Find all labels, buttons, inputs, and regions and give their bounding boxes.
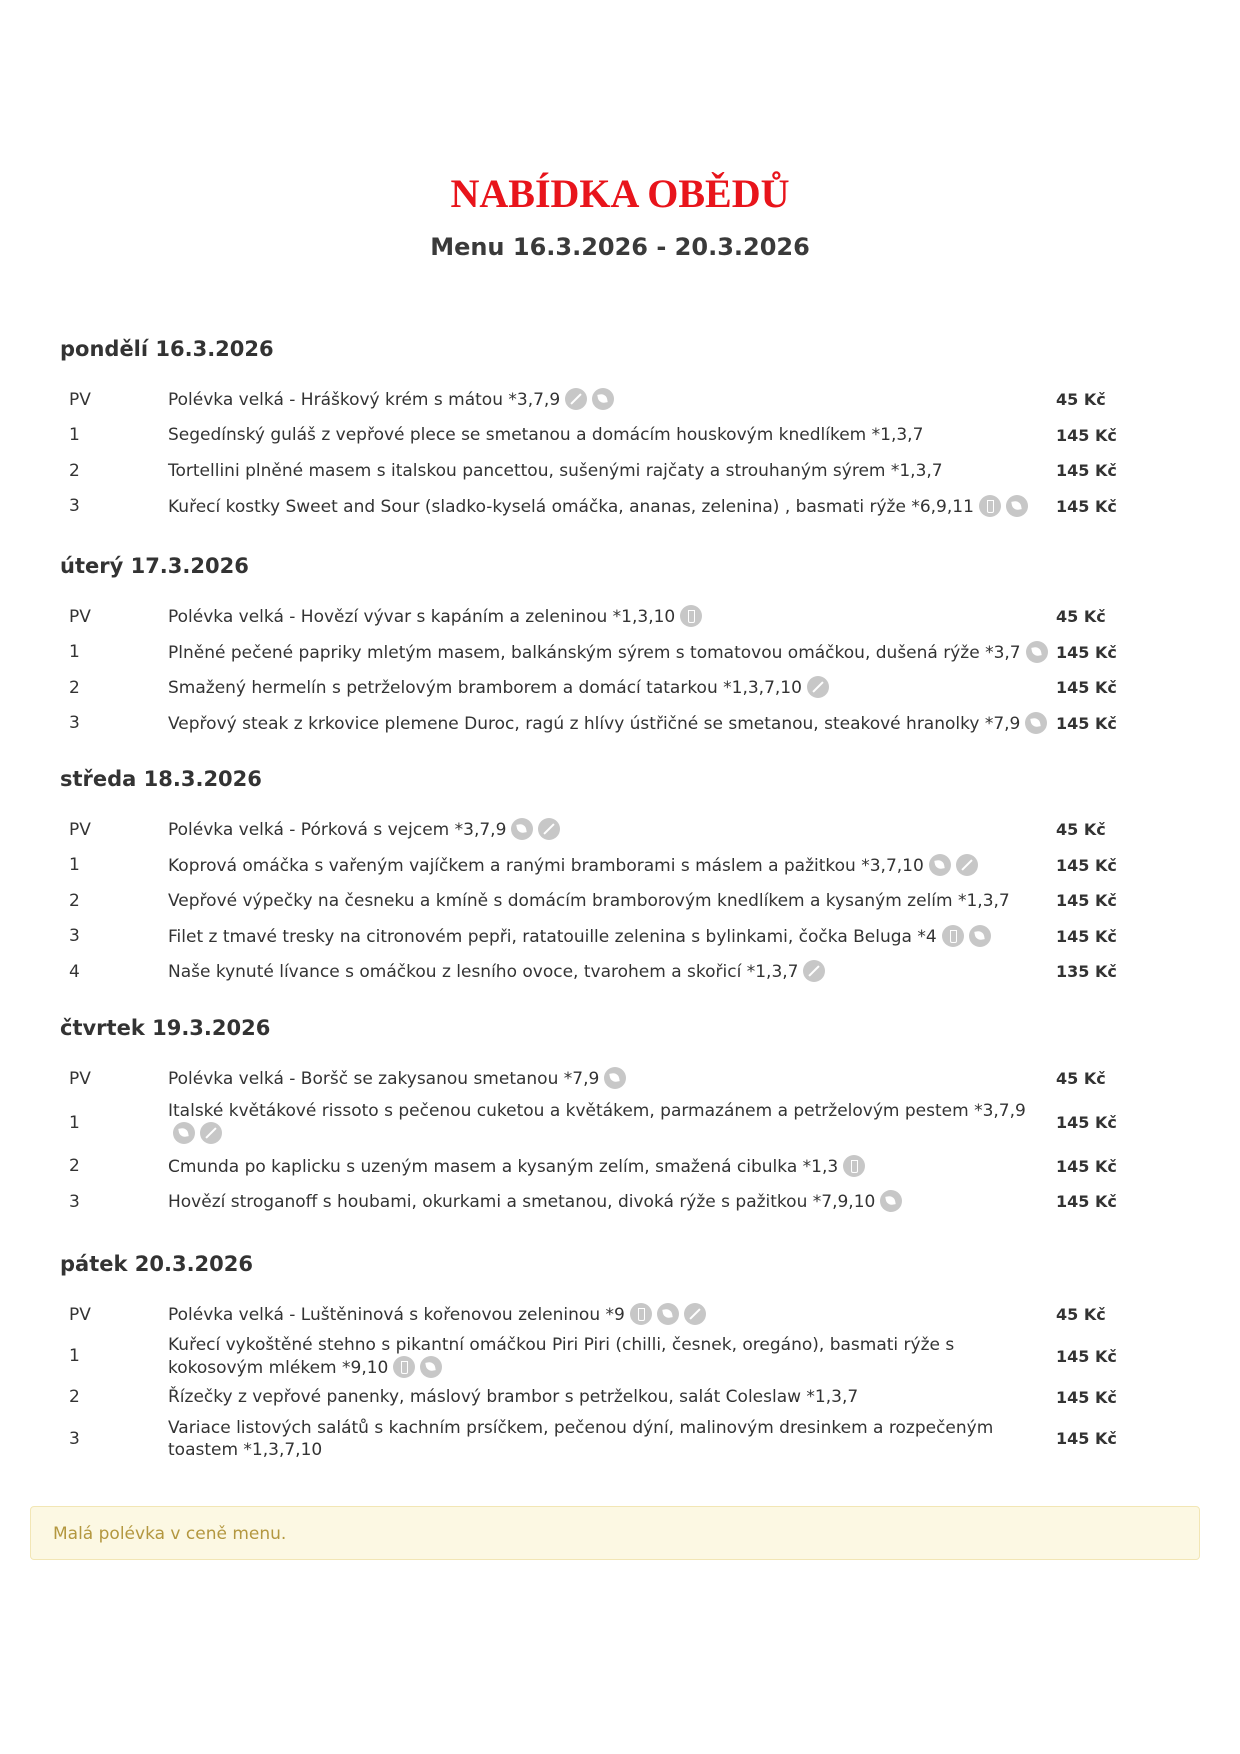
menu-item — [60, 919, 1140, 955]
leaf-icon — [604, 1067, 626, 1089]
item-text: Segedínský guláš z vepřové plece se smetanou a domácím houskovým knedlíkem *1,3,7 — [168, 425, 924, 446]
item-code: 1 — [69, 855, 80, 876]
menu-item — [60, 489, 1140, 525]
item-code: PV — [69, 389, 91, 410]
item-code: PV — [69, 606, 91, 627]
item-price: 145 Kč — [1056, 678, 1117, 698]
item-price: 45 Kč — [1056, 820, 1106, 840]
item-code: 4 — [69, 961, 80, 982]
item-text: Polévka velká - Boršč se zakysanou smetanou *7,9 — [168, 1069, 600, 1090]
item-description — [168, 925, 1048, 948]
item-price: 145 Kč — [1056, 461, 1117, 481]
menu-item — [60, 1184, 1140, 1220]
item-description — [168, 1067, 1048, 1090]
item-text: Polévka velká - Luštěninová s kořenovou zeleninou *9 — [168, 1305, 625, 1326]
item-description — [168, 495, 1048, 518]
item-code: 3 — [69, 926, 80, 947]
item-code: PV — [69, 1304, 91, 1325]
item-code: 2 — [69, 460, 80, 481]
day-section-monday — [60, 334, 1140, 524]
menu-item — [60, 599, 1140, 635]
menu-item — [60, 1061, 1140, 1097]
item-text: Vepřové výpečky na česneku a kmíně s domácím bramborovým knedlíkem a kysaným zelím *1,3,7 — [168, 890, 1010, 911]
item-price: 145 Kč — [1056, 891, 1117, 911]
item-text: Koprová omáčka s vařeným vajíčkem a ranými bramborami s máslem a pažitkou *3,7,10 — [168, 855, 924, 876]
menu-item — [60, 635, 1140, 671]
pen-icon — [807, 676, 829, 698]
item-text: Variace listových salátů s kachním prsíčkem, pečenou dýní, malinovým dresinkem a rozpečeným toastem *1,3,7,10 — [168, 1417, 994, 1460]
note-text: Malá polévka v ceně menu. — [53, 1524, 287, 1544]
item-description — [168, 1334, 1048, 1379]
day-section-tuesday — [60, 551, 1140, 741]
item-code: 2 — [69, 677, 80, 698]
pen-icon — [803, 960, 825, 982]
day-section-thursday — [60, 1013, 1140, 1220]
pen-icon — [956, 854, 978, 876]
leaf-icon — [969, 925, 991, 947]
day-title: čtvrtek 19.3.2026 — [60, 1016, 271, 1040]
item-description — [168, 676, 1048, 699]
menu-item — [60, 670, 1140, 706]
item-description — [168, 1417, 1048, 1461]
item-price: 145 Kč — [1056, 1429, 1117, 1448]
item-text: Smažený hermelín s petrželovým bramborem a domácí tatarkou *1,3,7,10 — [168, 678, 802, 699]
item-code: 2 — [69, 1156, 80, 1177]
item-text: Řízečky z vepřové panenky, máslový brambor s petrželkou, salát Coleslaw *1,3,7 — [168, 1387, 859, 1408]
item-text: Hovězí stroganoff s houbami, okurkami a smetanou, divoká rýže s pažitkou *7,9,10 — [168, 1192, 876, 1213]
item-text: Filet z tmavé tresky na citronovém pepři, ratatouille zelenina s bylinkami, čočka Beluga *4 — [168, 926, 937, 947]
item-price: 45 Kč — [1056, 390, 1106, 410]
item-description — [168, 1190, 1048, 1213]
menu-item — [60, 453, 1140, 489]
item-code: PV — [69, 819, 91, 840]
item-description — [168, 388, 1048, 411]
item-description — [168, 854, 1048, 877]
menu-items-list — [60, 1297, 1140, 1462]
item-text: Naše kynuté lívance s omáčkou z lesního ovoce, tvarohem a skořicí *1,3,7 — [168, 962, 799, 983]
menu-item — [60, 954, 1140, 990]
pen-icon — [538, 818, 560, 840]
item-text: Kuřecí vykoštěné stehno s pikantní omáčkou Piri Piri (chilli, česnek, oregáno), basmati rýže s kokosovým mlékem *9,10 — [168, 1334, 955, 1378]
day-title: pátek 20.3.2026 — [60, 1252, 253, 1276]
day-title: pondělí 16.3.2026 — [60, 337, 274, 361]
item-text: Tortellini plněné masem s italskou pancettou, sušenými rajčaty a strouhaným sýrem *1,3,7 — [168, 460, 943, 481]
item-text: Cmunda po kaplicku s uzeným masem a kysaným zelím, smažená cibulka *1,3 — [168, 1156, 839, 1177]
item-description — [168, 1100, 1048, 1145]
pen-icon — [684, 1303, 706, 1325]
glass-icon — [393, 1356, 415, 1378]
info-note — [30, 1506, 1200, 1560]
menu-items-list — [60, 382, 1140, 524]
page-title: NABÍDKA OBĚDŮ — [450, 171, 790, 216]
pen-icon — [565, 388, 587, 410]
leaf-icon — [1025, 712, 1047, 734]
menu-item — [60, 812, 1140, 848]
leaf-icon — [511, 818, 533, 840]
pen-icon — [200, 1122, 222, 1144]
menu-items-list — [60, 1061, 1140, 1220]
item-code: PV — [69, 1068, 91, 1089]
item-code: 1 — [69, 1112, 80, 1133]
leaf-icon — [1006, 495, 1028, 517]
item-text: Italské květákové rissoto s pečenou cuketou a květákem, parmazánem a petrželovým pestem *3,7,9 — [168, 1101, 1026, 1121]
leaf-icon — [420, 1356, 442, 1378]
item-price: 145 Kč — [1056, 496, 1117, 516]
glass-icon — [630, 1303, 652, 1325]
menu-items-list — [60, 812, 1140, 990]
leaf-icon — [880, 1190, 902, 1212]
item-code: 3 — [69, 713, 80, 734]
item-price: 145 Kč — [1056, 1346, 1117, 1366]
item-price: 45 Kč — [1056, 1069, 1106, 1089]
item-description — [168, 641, 1048, 664]
item-price: 145 Kč — [1056, 1192, 1117, 1212]
menu-item — [60, 418, 1140, 454]
item-description — [168, 605, 1048, 628]
item-code: 2 — [69, 890, 80, 911]
item-code: 2 — [69, 1387, 80, 1408]
item-price: 145 Kč — [1056, 926, 1117, 946]
item-description — [168, 818, 1048, 841]
glass-icon — [979, 495, 1001, 517]
leaf-icon — [929, 854, 951, 876]
item-text: Kuřecí kostky Sweet and Sour (sladko-kyselá omáčka, ananas, zelenina) , basmati rýže *6,9,11 — [168, 496, 974, 517]
item-text: Polévka velká - Pórková s vejcem *3,7,9 — [168, 820, 507, 841]
item-code: 1 — [69, 1346, 80, 1366]
item-text: Polévka velká - Hráškový krém s mátou *3,7,9 — [168, 390, 561, 411]
leaf-icon — [592, 388, 614, 410]
item-price: 145 Kč — [1056, 1156, 1117, 1176]
menu-item — [60, 1297, 1140, 1333]
item-code: 3 — [69, 496, 80, 517]
item-price: 45 Kč — [1056, 607, 1106, 627]
menu-item — [60, 883, 1140, 919]
item-price: 145 Kč — [1056, 1113, 1117, 1132]
day-title: středa 18.3.2026 — [60, 767, 262, 791]
leaf-icon — [173, 1122, 195, 1144]
menu-item — [60, 1333, 1140, 1380]
menu-items-list — [60, 599, 1140, 741]
item-code: 3 — [69, 1191, 80, 1212]
glass-icon — [942, 925, 964, 947]
item-price: 145 Kč — [1056, 713, 1117, 733]
menu-item — [60, 1380, 1140, 1416]
day-section-wednesday — [60, 764, 1140, 990]
menu-item — [60, 706, 1140, 742]
menu-date-range: Menu 16.3.2026 - 20.3.2026 — [430, 233, 810, 261]
menu-item — [60, 1149, 1140, 1185]
menu-item — [60, 848, 1140, 884]
item-code: 3 — [69, 1428, 80, 1449]
item-description — [168, 890, 1048, 912]
item-description — [168, 960, 1048, 983]
item-price: 145 Kč — [1056, 855, 1117, 875]
day-title: úterý 17.3.2026 — [60, 554, 249, 578]
menu-item — [60, 1097, 1140, 1149]
item-price: 145 Kč — [1056, 1387, 1117, 1407]
item-price: 145 Kč — [1056, 425, 1117, 445]
menu-item — [60, 382, 1140, 418]
menu-item — [60, 1415, 1140, 1462]
item-description — [168, 424, 1048, 446]
item-description — [168, 1303, 1048, 1326]
glass-icon — [843, 1155, 865, 1177]
item-description — [168, 712, 1048, 735]
item-text: Plněné pečené papriky mletým masem, balkánským sýrem s tomatovou omáčkou, dušená rýže *3,7 — [168, 642, 1021, 663]
item-code: 1 — [69, 642, 80, 663]
item-text: Polévka velká - Hovězí vývar s kapáním a zeleninou *1,3,10 — [168, 607, 676, 628]
item-code: 1 — [69, 425, 80, 446]
item-description — [168, 1155, 1048, 1178]
item-description — [168, 1386, 1048, 1408]
leaf-icon — [1026, 641, 1048, 663]
item-price: 45 Kč — [1056, 1305, 1106, 1325]
leaf-icon — [657, 1303, 679, 1325]
day-section-friday — [60, 1249, 1140, 1462]
item-description — [168, 460, 1048, 482]
item-text: Vepřový steak z krkovice plemene Duroc, ragú z hlívy ústřičné se smetanou, steakové hranolky *7,9 — [168, 713, 1021, 734]
item-price: 145 Kč — [1056, 642, 1117, 662]
glass-icon — [680, 605, 702, 627]
item-price: 135 Kč — [1056, 962, 1117, 982]
